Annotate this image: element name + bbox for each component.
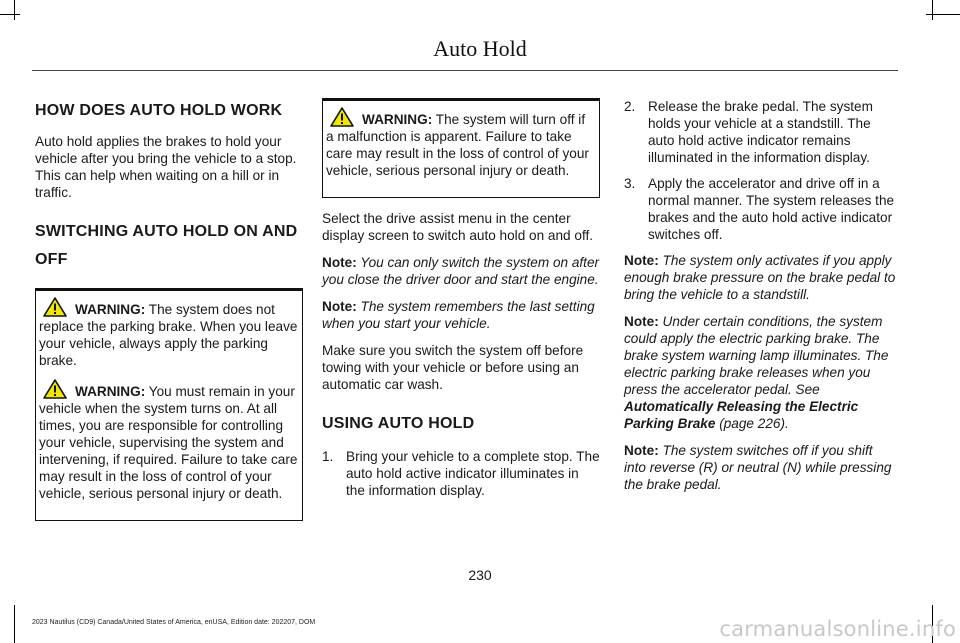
warning-paragraph bbox=[39, 297, 299, 369]
note-text: You can only switch the system on after you close the driver door and start the engine. bbox=[322, 255, 600, 287]
paragraph: Select the drive assist menu in the center display screen to switch auto hold on and off. bbox=[322, 211, 594, 243]
heading-switching-line1: SWITCHING AUTO HOLD ON AND bbox=[35, 223, 298, 240]
warning-label: WARNING: bbox=[75, 384, 146, 399]
page-reference: (page 226). bbox=[715, 416, 789, 431]
warning-paragraph bbox=[326, 107, 596, 179]
note-paragraph bbox=[322, 298, 600, 332]
page-header-title: Auto Hold bbox=[433, 36, 527, 61]
note-text: The system only activates if you apply enough brake pressure on the brake pedal to bring the vehicle to a standstill. bbox=[624, 253, 896, 302]
note-paragraph bbox=[624, 442, 896, 493]
crop-mark bbox=[0, 14, 20, 15]
note-paragraph bbox=[624, 313, 896, 432]
warning-box bbox=[322, 98, 600, 198]
heading-switching-line2: OFF bbox=[35, 251, 68, 268]
step-text: Release the brake pedal. The system holds your vehicle at a standstill. The auto hold active indicator remains illuminated in the information display. bbox=[648, 99, 873, 165]
page-number: 230 bbox=[468, 567, 492, 583]
steps-list bbox=[624, 98, 896, 243]
note-label: Note: bbox=[624, 253, 659, 268]
crop-mark bbox=[14, 0, 15, 20]
list-item bbox=[322, 448, 600, 499]
column-1 bbox=[35, 98, 303, 521]
steps-list bbox=[322, 448, 600, 499]
list-item bbox=[624, 175, 896, 243]
note-paragraph bbox=[322, 254, 600, 288]
step-text: Apply the accelerator and drive off in a normal manner. The system releases the brakes and the auto hold active indicator switches off. bbox=[648, 176, 895, 242]
step-number: 3. bbox=[624, 176, 636, 191]
list-item bbox=[624, 98, 896, 166]
note-label: Note: bbox=[322, 255, 357, 270]
warning-text: The system will turn off if a malfunction is apparent. Failure to take care may result in the loss of control of your vehicle, serious personal injury or death. bbox=[326, 112, 589, 178]
paragraph: Auto hold applies the brakes to hold your vehicle after you bring the vehicle to a stop. This can help when waiting on a hill or in traffic. bbox=[35, 134, 297, 200]
crop-mark bbox=[932, 0, 933, 20]
crop-mark bbox=[14, 605, 15, 643]
cross-reference-link[interactable]: Automatically Releasing the Electric Parking Brake bbox=[624, 399, 859, 431]
heading-using-auto-hold: USING AUTO HOLD bbox=[322, 415, 475, 432]
watermark: carmanualsonline.info bbox=[719, 617, 956, 641]
warning-paragraph bbox=[39, 379, 299, 502]
warning-text: You must remain in your vehicle when the system turns on. At all times, you are responsible for controlling your vehicle, supervising the system and intervening, if required. Failure to take care may result in the loss of control of your vehicle, serious personal injury or death. bbox=[39, 384, 298, 501]
note-paragraph bbox=[624, 252, 896, 303]
warning-label: WARNING: bbox=[75, 302, 146, 317]
note-label: Note: bbox=[322, 299, 357, 314]
note-text: The system switches off if you shift into reverse (R) or neutral (N) while pressing the brake pedal. bbox=[624, 443, 892, 492]
crop-mark bbox=[926, 14, 960, 15]
heading-how-auto-hold-works: HOW DOES AUTO HOLD WORK bbox=[35, 102, 283, 119]
step-number: 2. bbox=[624, 99, 636, 114]
note-text: The system remembers the last setting when you start your vehicle. bbox=[322, 299, 595, 331]
step-text: Bring your vehicle to a complete stop. The auto hold active indicator illuminates in the information display. bbox=[346, 449, 600, 498]
column-3 bbox=[624, 98, 896, 503]
warning-box bbox=[35, 288, 303, 521]
note-label: Note: bbox=[624, 314, 659, 329]
step-number: 1. bbox=[322, 449, 334, 464]
warning-triangle-icon bbox=[43, 297, 67, 317]
warning-text: The system does not replace the parking brake. When you leave your vehicle, always apply the parking brake. bbox=[39, 302, 298, 368]
warning-triangle-icon bbox=[330, 107, 354, 127]
note-text: Under certain conditions, the system could apply the electric parking brake. The brake system warning lamp illuminates. The electric parking brake releases when you press the accelerator pedal. See bbox=[624, 314, 889, 397]
column-2 bbox=[322, 98, 600, 508]
paragraph: Make sure you switch the system off before towing with your vehicle or before using an automatic car wash. bbox=[322, 343, 584, 392]
header-divider bbox=[32, 70, 898, 71]
warning-triangle-icon bbox=[43, 379, 67, 399]
footer-edition-info: 2023 Nautilus (CD9) Canada/United States of America, enUSA, Edition date: 202207, DOM bbox=[32, 619, 316, 626]
warning-label: WARNING: bbox=[362, 112, 433, 127]
note-label: Note: bbox=[624, 443, 659, 458]
